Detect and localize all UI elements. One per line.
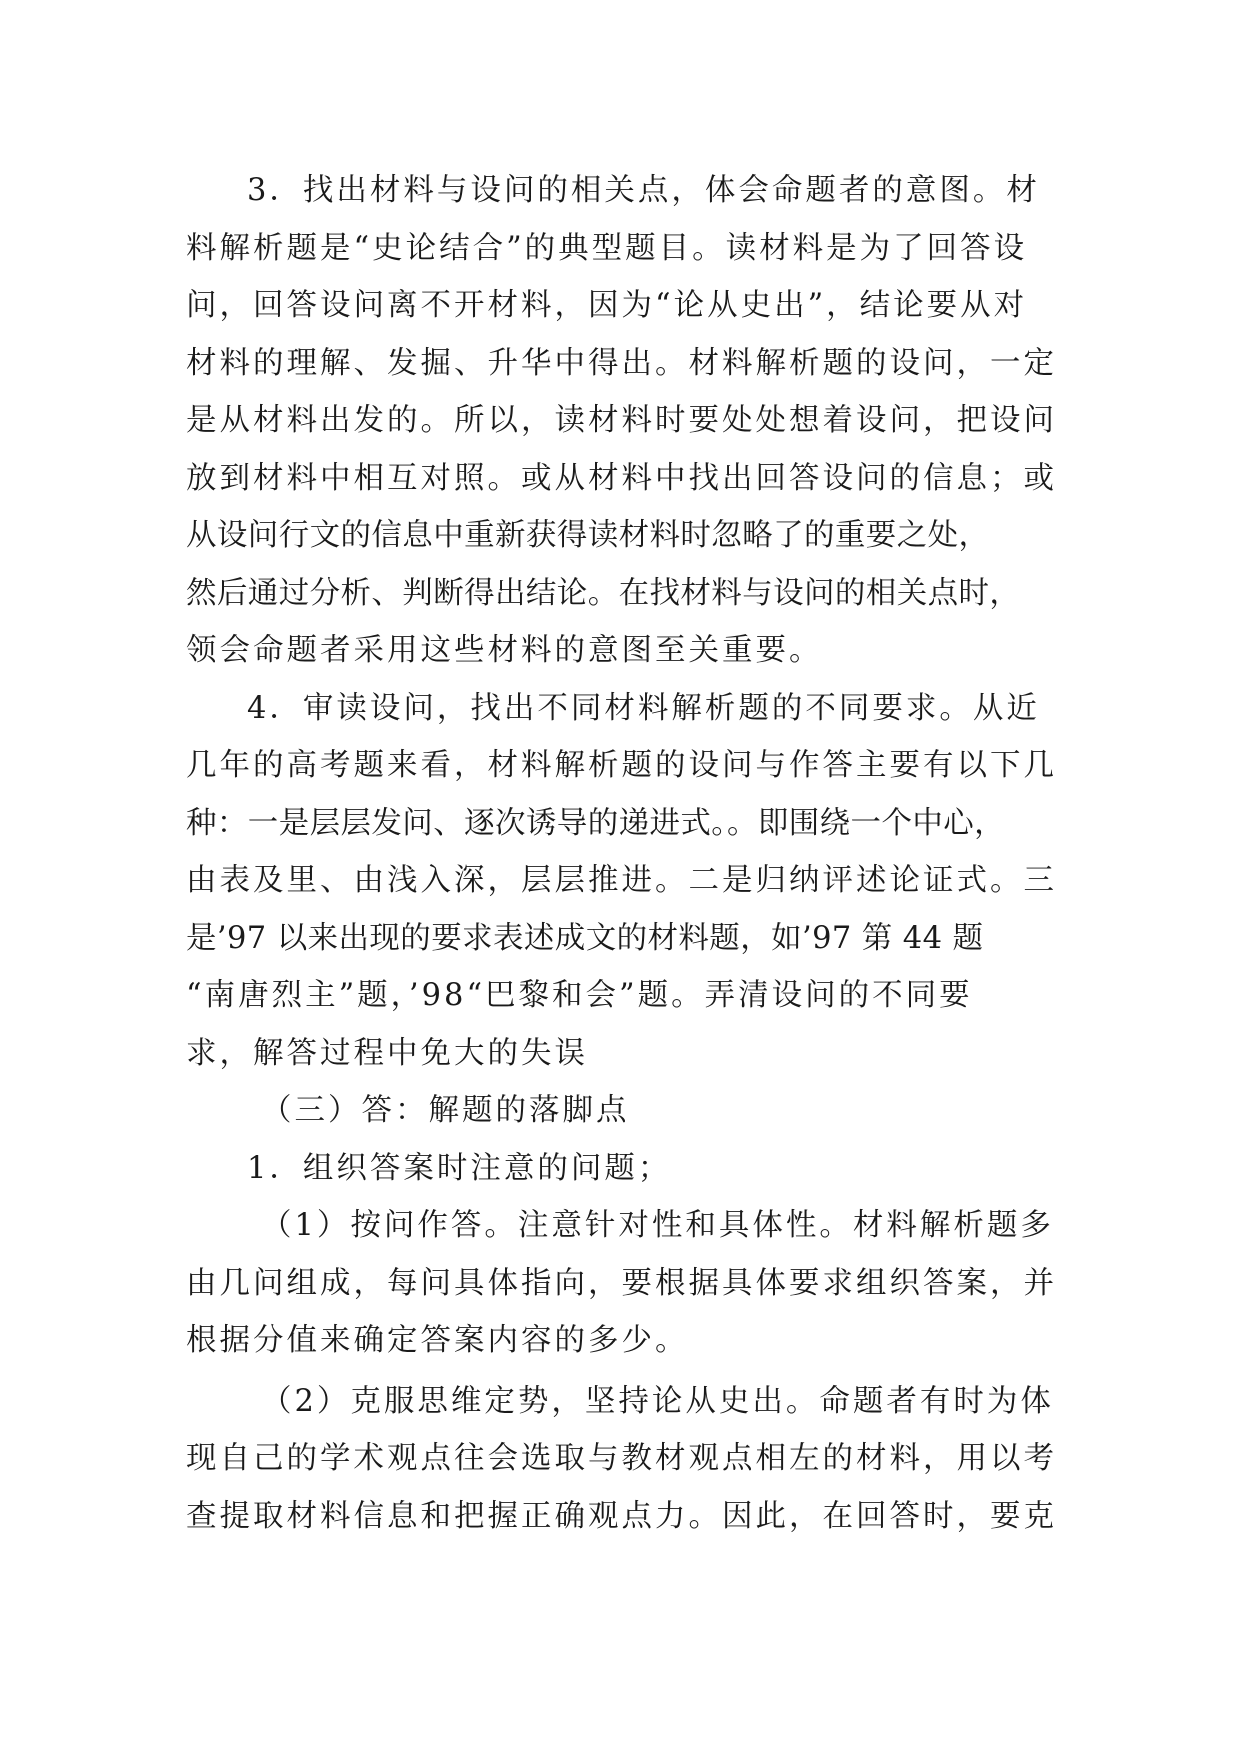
paragraph-3-line-3: 问，回答设问离不开材料，因为“论从史出”，结论要从对 (186, 288, 1028, 323)
paragraph-4-line-6: “南唐烈主”题，’98“巴黎和会”题。弄清设问的不同要 (186, 978, 973, 1013)
item-2-line-1: （2）克服思维定势，坚持论从史出。命题者有时为体 (261, 1383, 1054, 1419)
paragraph-3-line-5: 是从材料出发的。所以，读材料时要处处想着设问，把设问 (186, 403, 1057, 438)
section-heading: （三）答：解题的落脚点 (261, 1093, 630, 1128)
paragraph-3-line-8: 然后通过分析、判断得出结论。在找材料与设问的相关点时， (186, 575, 1021, 611)
paragraph-3-line-4: 材料的理解、发掘、升华中得出。材料解析题的设问，一定 (186, 345, 1057, 381)
item-2-line-2: 现自己的学术观点往会选取与教材观点相左的材料，用以考 (186, 1441, 1057, 1476)
item-1-line-2: 由几问组成，每问具体指向，要根据具体要求组织答案，并 (186, 1265, 1057, 1301)
paragraph-3-line-2: 料解析题是“史论结合”的典型题目。读材料是为了回答设 (186, 230, 1028, 266)
paragraph-3-line-7: 从设问行文的信息中重新获得读材料时忽略了的重要之处， (186, 518, 990, 553)
subheading-1: 1．组织答案时注意的问题； (247, 1150, 672, 1186)
paragraph-4-line-3: 种：一是层层发问、逐次诱导的递进式。。即围绕一个中心， (186, 805, 1006, 841)
paragraph-3-line-9: 领会命题者采用这些材料的意图至关重要。 (186, 633, 823, 668)
item-2-line-3: 查提取材料信息和把握正确观点力。因此，在回答时，要克 (186, 1498, 1057, 1534)
item-1-line-3: 根据分值来确定答案内容的多少。 (186, 1323, 689, 1358)
paragraph-4-line-1: 4．审读设问，找出不同材料解析题的不同要求。从近 (247, 690, 1040, 726)
paragraph-4-line-7: 求，解答过程中免大的失误 (186, 1035, 588, 1071)
paragraph-3-line-1: 3．找出材料与设问的相关点，体会命题者的意图。材 (247, 173, 1040, 208)
paragraph-4-line-5: 是’97 以来出现的要求表述成文的材料题，如’97 第 44 题 (186, 920, 984, 956)
paragraph-4-line-4: 由表及里、由浅入深，层层推进。二是归纳评述论证式。三 (186, 863, 1057, 898)
paragraph-4-line-2: 几年的高考题来看，材料解析题的设问与作答主要有以下几 (186, 748, 1057, 783)
paragraph-3-line-6: 放到材料中相互对照。或从材料中找出回答设问的信息；或 (186, 460, 1057, 496)
item-1-line-1: （1）按问作答。注意针对性和具体性。材料解析题多 (261, 1208, 1054, 1243)
body-text (186, 162, 1066, 1545)
